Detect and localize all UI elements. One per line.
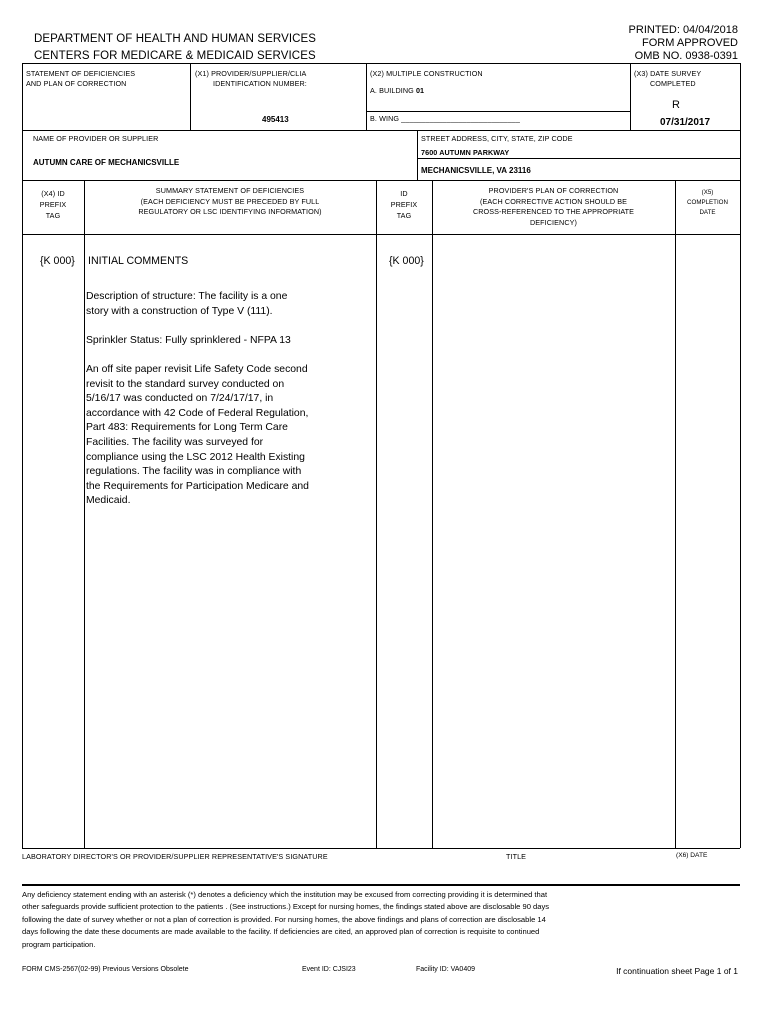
summary-header [84, 186, 376, 218]
printed-date: PRINTED: 04/04/2018 [628, 24, 738, 36]
x1-label-2: IDENTIFICATION NUMBER: [213, 79, 307, 88]
x5-header-line: DATE [699, 209, 716, 216]
disclaimer-line: following the date of survey whether or not a plan of correction is provided. For nursing homes, the above findings and plans of correction are disclosable 14 [22, 914, 546, 924]
rule [630, 63, 631, 130]
rule [22, 63, 23, 848]
provider-id-number: 495413 [262, 115, 289, 124]
omb-number: OMB NO. 0938-0391 [634, 50, 738, 62]
disclaimer-line: other safeguards provide sufficient protection to the patients . (See instructions.) Except for nursing homes, the findings stated above are disclosable 90 days [22, 902, 550, 912]
provider-name-label: NAME OF PROVIDER OR SUPPLIER [33, 134, 159, 143]
x3-r-indicator: R [672, 99, 680, 111]
summary-header-line: (EACH DEFICIENCY MUST BE PRECEDED BY FULL [140, 196, 320, 206]
rule [22, 848, 740, 849]
x4-header-line: (X4) ID [41, 189, 65, 198]
rule [366, 111, 630, 112]
right-tag: {K 000} [389, 255, 424, 267]
x5-header-line: COMPLETION [687, 199, 728, 206]
disclaimer-line: program participation. [22, 939, 96, 949]
x4-header-line: PREFIX [39, 200, 67, 209]
rule [190, 63, 191, 130]
disclaimer-line: days following the date these documents are made available to the facility. If deficiencies are cited, an approved plan of correction is requisite to continued [22, 927, 540, 937]
wing-label: B. WING [370, 114, 400, 123]
entry-title: INITIAL COMMENTS [88, 255, 189, 267]
x2-label: (X2) MULTIPLE CONSTRUCTION [370, 69, 483, 78]
statement-label-1: STATEMENT OF DEFICIENCIES [26, 69, 136, 78]
x1-label-1: (X1) PROVIDER/SUPPLIER/CLIA [195, 69, 307, 78]
survey-completed-date: 07/31/2017 [660, 117, 711, 128]
plan-header-line: (EACH CORRECTIVE ACTION SHOULD BE [479, 196, 628, 206]
sprinkler-paragraph: Sprinkler Status: Fully sprinklered - NFPA 13 [86, 335, 291, 346]
agency-line-2: CENTERS FOR MEDICARE & MEDICAID SERVICES [34, 50, 316, 62]
building-field [370, 86, 424, 95]
address-line-2: MECHANICSVILLE, VA 23116 [421, 166, 531, 175]
agency-line-1: DEPARTMENT OF HEALTH AND HUMAN SERVICES [34, 33, 317, 45]
summary-header-line: REGULATORY OR LSC IDENTIFYING INFORMATION) [138, 207, 322, 216]
rule [740, 63, 741, 848]
rule [675, 180, 676, 848]
event-id: Event ID: CJSI23 [302, 966, 356, 973]
facility-id: Facility ID: VA0409 [416, 966, 476, 973]
building-label: A. BUILDING [370, 86, 414, 95]
title-label: TITLE [506, 852, 527, 861]
form-number: FORM CMS-2567(02-99) Previous Versions Obsolete [22, 966, 189, 973]
summary-header-line: SUMMARY STATEMENT OF DEFICIENCIES [155, 186, 305, 195]
rule [432, 180, 433, 848]
wing-blank: _____________________________ [401, 114, 520, 123]
rule [22, 884, 740, 886]
date-label: (X6) DATE [676, 852, 708, 859]
disclaimer-line: Any deficiency statement ending with an asterisk (*) denotes a deficiency which the institution may be excused from correcting providing it is determined that [22, 890, 548, 899]
x3-label-1: (X3) DATE SURVEY [634, 69, 702, 78]
rule [366, 63, 367, 130]
rule [22, 180, 740, 181]
rule [376, 180, 377, 848]
rule [417, 158, 740, 159]
address-label: STREET ADDRESS, CITY, STATE, ZIP CODE [421, 134, 573, 143]
provider-name: AUTUMN CARE OF MECHANICSVILLE [33, 158, 180, 167]
x5-header [675, 188, 740, 218]
id-header [376, 188, 432, 221]
plan-header-line: DEFICIENCY) [529, 217, 578, 227]
disclaimer [22, 889, 740, 951]
plan-header-line: CROSS-REFERENCED TO THE APPROPRIATE [472, 207, 635, 216]
left-tag: {K 000} [40, 255, 75, 267]
x4-header-line: TAG [45, 211, 61, 220]
rule [84, 180, 85, 848]
x3-label-2: COMPLETED [650, 79, 696, 88]
statement-label-2: AND PLAN OF CORRECTION [26, 79, 127, 88]
rule [417, 130, 418, 180]
address-line-1: 7600 AUTUMN PARKWAY [421, 148, 510, 157]
structure-paragraph: Description of structure: The facility is a one story with a construction of Type V (111). [86, 291, 288, 317]
revisit-paragraph: An off site paper revisit Life Safety Code second revisit to the standard survey conducted on 5/16/17 was conducted on 7/24/17/17, in accordance with 42 Code of Federal Regulation, Part 483: Requirements for Long Term Care Facilities. The facility was surveyed for compliance using the LSC 2012 Health Existing regulations. The facility was in compliance with the Requirements for Participation Medicare and Medicaid. [86, 364, 309, 507]
page-indicator: If continuation sheet Page 1 of 1 [616, 966, 738, 976]
building-value: 01 [415, 86, 425, 95]
form-approved: FORM APPROVED [642, 37, 738, 49]
rule [22, 234, 740, 235]
plan-header-line: PROVIDER'S PLAN OF CORRECTION [488, 186, 619, 195]
plan-header [432, 186, 675, 228]
signature-label: LABORATORY DIRECTOR'S OR PROVIDER/SUPPLIER REPRESENTATIVE'S SIGNATURE [22, 852, 328, 861]
wing-field [370, 114, 520, 123]
id-header-line: PREFIX [390, 200, 418, 209]
rule [22, 63, 740, 64]
x5-header-line: (X5) [701, 189, 714, 196]
rule [22, 130, 740, 131]
id-header-line: TAG [396, 211, 412, 220]
x4-header [22, 188, 84, 221]
id-header-line: ID [400, 189, 408, 198]
